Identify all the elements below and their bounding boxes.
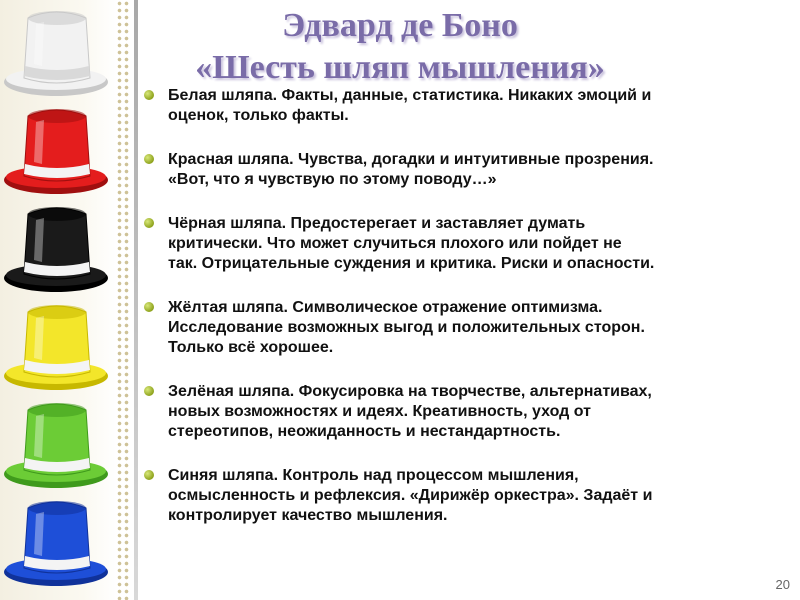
bullet-icon	[144, 90, 154, 100]
bullet-icon	[144, 154, 154, 164]
green-hat-icon	[4, 403, 108, 488]
white-hat-icon	[4, 11, 108, 96]
list-item-blue-hat: Синяя шляпа. Контроль над процессом мышления, осмысленность и рефлексия. «Дирижёр оркестра». Задаёт и контролирует качество мышления.	[140, 466, 780, 526]
bullet-icon	[144, 470, 154, 480]
blue-hat-icon	[4, 501, 108, 586]
list-item-red-hat: Красная шляпа. Чувства, догадки и интуитивные прозрения. «Вот, что я чувствую по этому поводу…»	[140, 150, 780, 190]
list-item-green-hat: Зелёная шляпа. Фокусировка на творчестве, альтернативах, новых возможностях и идеях. Креативность, уход от стереотипов, неожиданность и нестандартность.	[140, 382, 780, 442]
bullet-icon	[144, 218, 154, 228]
yellow-hat-icon	[4, 305, 108, 390]
list-item-white-hat: Белая шляпа. Факты, данные, статистика. Никаких эмоций и оценок, только факты.	[140, 86, 780, 126]
vertical-divider	[134, 0, 138, 600]
hat-descriptions-list	[140, 86, 780, 550]
red-hat-icon	[4, 109, 108, 194]
page-number: 20	[775, 577, 790, 592]
bullet-icon	[144, 386, 154, 396]
hats-column	[2, 0, 112, 600]
title-author: Эдвард де Боно	[282, 7, 518, 44]
black-hat-icon	[4, 207, 108, 292]
bullet-icon	[144, 302, 154, 312]
list-item-black-hat: Чёрная шляпа. Предостерегает и заставляет думать критически. Что может случиться плохого или пойдет не так. Отрицательные суждения и критика. Риски и опасности.	[140, 214, 780, 274]
title-book: «Шесть шляп мышления»	[195, 49, 605, 86]
dotted-border	[116, 0, 130, 600]
list-item-yellow-hat: Жёлтая шляпа. Символическое отражение оптимизма. Исследование возможных выгод и положительных сторон. Только всё хорошее.	[140, 298, 780, 358]
